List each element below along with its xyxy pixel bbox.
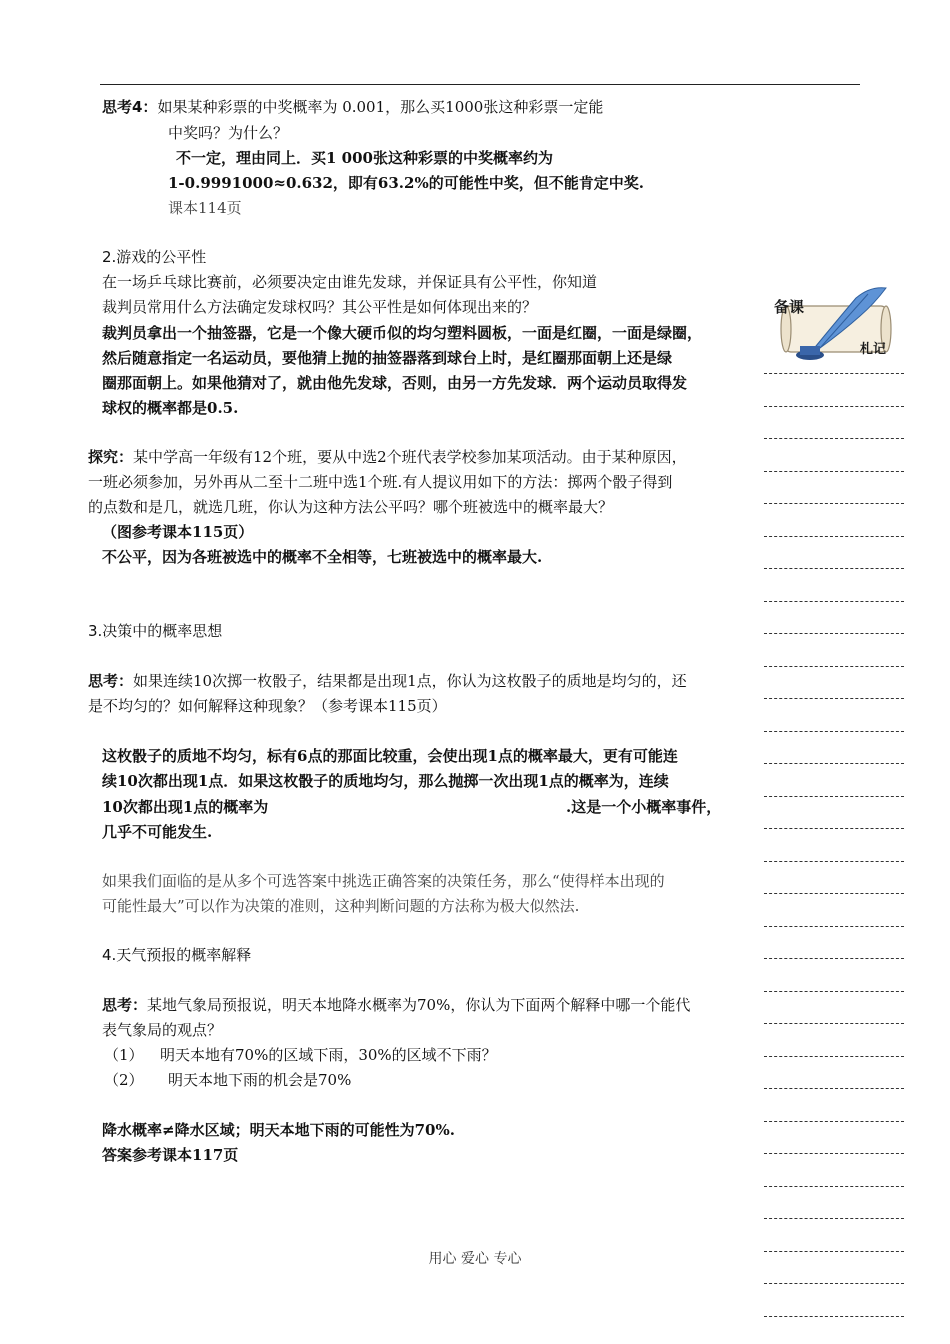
q4-line [102,96,603,118]
section-3-heading: 3.决策中的概率思想 [88,622,223,640]
notes-dashed-line [764,1316,904,1317]
s2-answer-2: 然后随意指定一名运动员，要他猜上抛的抽签器落到球台上时，是红圈那面朝上还是绿 [102,349,673,367]
q4-text: 如果某种彩票的中奖概率为 0.001，那么买1000张这种彩票一定能 [157,98,604,116]
s4-question-text-1: 某地气象局预报说，明天本地降水概率为70%，你认为下面两个解释中哪一个能代 [147,996,691,1014]
explore-figure-ref: （图参考课本115页） [102,523,254,541]
explore-line-1 [88,446,687,468]
s2-answer-4: 球权的概率都是0.5. [102,399,239,417]
notes-dashed-line [764,1186,904,1187]
notes-dashed-line [764,796,904,797]
s3-method-2: 可能性最大”可以作为决策的准则，这种判断问题的方法称为极大似然法. [102,897,580,915]
notes-dashed-line [764,1121,904,1122]
s4-answer-1: 降水概率≠降水区域；明天本地下雨的可能性为70%. [102,1121,455,1139]
notes-dashed-line [764,438,904,439]
notes-dashed-line [764,1056,904,1057]
notes-dashed-line [764,958,904,959]
notes-dashed-line [764,828,904,829]
notes-dashed-line [764,503,904,504]
s2-answer-1: 裁判员拿出一个抽签器，它是一个像大硬币似的均匀塑料圆板，一面是红圈，一面是绿圈， [102,324,703,342]
notes-dashed-line [764,601,904,602]
s4-answer-2: 答案参考课本117页 [102,1146,239,1164]
s4-option-1: 明天本地有70%的区域下雨，30%的区域不下雨？ [160,1046,497,1064]
s4-question-text-2: 表气象局的观点？ [102,1021,223,1039]
notes-dashed-line [764,731,904,732]
s4-question-label: 思考： [102,996,148,1014]
notes-dashed-line [764,1283,904,1284]
notes-dashed-line [764,893,904,894]
header-rule [100,84,860,85]
s4-question-line-1 [102,994,690,1016]
q4-answer-2: 1-0.9991000≈0.632，即有63.2%的可能性中奖，但不能肯定中奖. [168,174,644,192]
s3-answer-4: 几乎不可能发生. [102,823,213,841]
notes-logo-text-2: 札记 [860,342,887,357]
q4-answer-1: 不一定，理由同上．买1 000张这种彩票的中奖概率约为 [176,149,553,167]
s2-para-2: 裁判员常用什么方法确定发球权吗？其公平性是如何体现出来的？ [102,298,538,316]
s4-option-1-num: （1） [104,1046,144,1064]
q4-label: 思考4： [102,98,158,116]
s4-option-2-num: （2） [104,1071,144,1089]
notes-dashed-line [764,536,904,537]
s3-question-text-2: 是不均匀的？如何解释这种现象？（参考课本115页） [88,697,447,715]
explore-text-2: 一班必须参加，另外再从二至十二班中选1个班.有人提议用如下的方法：掷两个骰子得到 [88,473,673,491]
notes-dashed-line [764,861,904,862]
notes-dashed-line [764,1023,904,1024]
s3-answer-1: 这枚骰子的质地不均匀，标有6点的那面比较重，会使出现1点的概率最大，更有可能连 [102,747,678,765]
s2-para-1: 在一场乒乓球比赛前，必须要决定由谁先发球，并保证具有公平性，你知道 [102,273,598,291]
notes-dashed-line [764,568,904,569]
s3-answer-3b: .这是一个小概率事件， [566,798,722,816]
notes-dashed-line [764,1153,904,1154]
notes-dashed-line [764,471,904,472]
notes-logo [764,284,904,364]
explore-answer: 不公平，因为各班被选中的概率不全相等，七班被选中的概率最大. [102,548,543,566]
notes-dashed-line [764,633,904,634]
s3-question-line-1 [88,670,687,692]
notes-dashed-line [764,1218,904,1219]
section-2-heading: 2.游戏的公平性 [102,248,207,266]
s2-answer-3: 圈那面朝上。如果他猜对了，就由他先发球，否则，由另一方先发球．两个运动员取得发 [102,374,688,392]
notes-dashed-line [764,698,904,699]
s3-method-1: 如果我们面临的是从多个可选答案中挑选正确答案的决策任务，那么“使得样本出现的 [102,872,665,890]
q4-reference: 课本114页 [168,199,242,217]
s3-answer-2: 续10次都出现1点．如果这枚骰子的质地均匀，那么抛掷一次出现1点的概率为，连续 [102,772,669,790]
notes-logo-text-1: 备课 [774,298,805,316]
notes-dashed-line [764,1088,904,1089]
notes-dashed-line [764,763,904,764]
page-footer: 用心 爱心 专心 [428,1251,522,1267]
notes-dashed-line [764,666,904,667]
notes-dashed-line [764,373,904,374]
s3-question-label: 思考： [88,672,134,690]
s3-answer-3a: 10次都出现1点的概率为 [102,798,269,816]
s4-option-2: 明天本地下雨的机会是70% [168,1071,352,1089]
s3-question-text-1: 如果连续10次掷一枚骰子，结果都是出现1点，你认为这枚骰子的质地是均匀的，还 [133,672,687,690]
notes-dashed-line [764,926,904,927]
explore-text-3: 的点数和是几，就选几班，你认为这种方法公平吗？哪个班被选中的概率最大？ [88,498,614,516]
notes-dashed-line [764,406,904,407]
notes-dashed-line [764,991,904,992]
explore-text-1: 某中学高一年级有12个班，要从中选2个班代表学校参加某项活动。由于某种原因， [133,448,687,466]
explore-label: 探究： [88,448,134,466]
section-4-heading: 4.天气预报的概率解释 [102,946,252,964]
q4-text-2: 中奖吗？为什么？ [168,124,289,142]
